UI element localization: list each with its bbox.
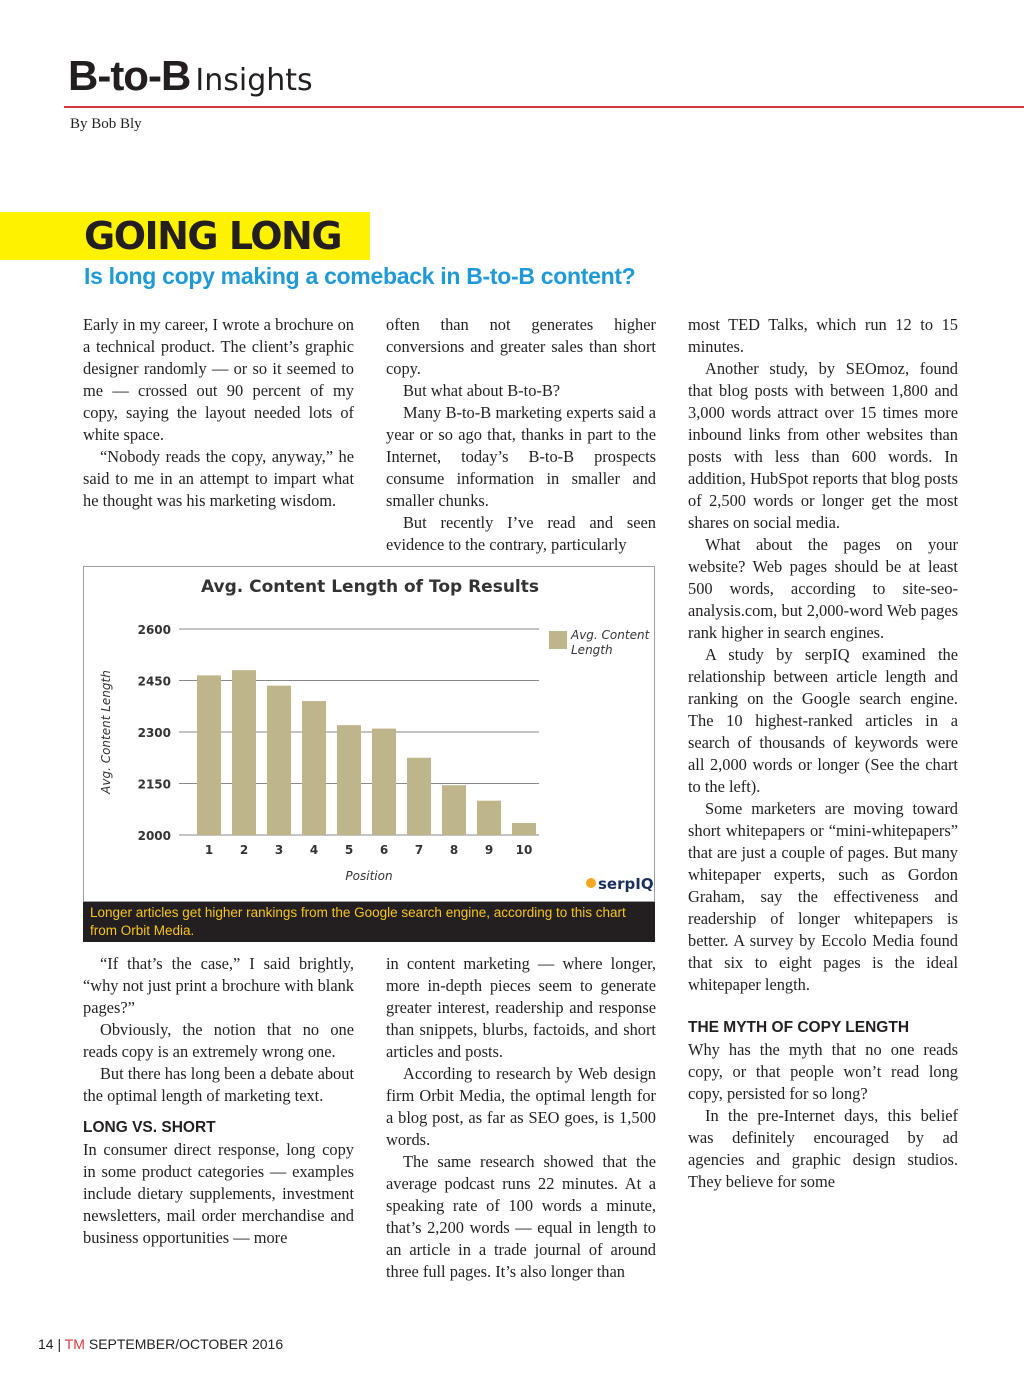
paragraph: Early in my career, I wrote a brochure on a technical product. The client’s graphic designer randomly — or so it seemed to me — crossed out 90 percent of my copy, saying the layout needed lots of white space. — [83, 315, 354, 444]
x-tick-label: 9 — [484, 843, 494, 857]
bar — [197, 675, 221, 835]
paragraph: Many B-to-B marketing experts said a year or so ago that, thanks in part to the Internet, today’s B-to-B prospects consume information in smaller and smaller chunks. — [386, 403, 656, 510]
section-title-light: Insights — [195, 63, 313, 98]
paragraph: A study by serpIQ examined the relationship between article length and ranking on the Google search engine. The 10 highest-ranked articles in a search of thousands of keywords were all 2,000 words or longer (See the chart to the left). — [688, 645, 958, 796]
chart — [83, 566, 655, 902]
byline: By Bob Bly — [70, 116, 142, 132]
paragraph: most TED Talks, which run 12 to 15 minutes. — [688, 315, 958, 356]
headline: GOING LONG — [84, 214, 342, 258]
paragraph: “Nobody reads the copy, anyway,” he said to me in an attempt to impart what he thought was his marketing wisdom. — [83, 447, 354, 510]
x-axis-label: Position — [345, 869, 393, 883]
x-tick-label: 5 — [344, 843, 354, 857]
paragraph: Obviously, the notion that no one reads copy is an extremely wrong one. — [83, 1020, 354, 1061]
paragraph: Some marketers are moving toward short whitepapers or “mini-whitepapers” that are just a couple of pages. But many whitepaper experts, such as Gordon Graham, say the effectiveness and readership of longer whitepapers is better. A survey by Eccolo Media found that six to eight pages is the ideal whitepaper length. — [688, 799, 958, 994]
y-tick-label: 2600 — [137, 623, 171, 637]
bar — [302, 701, 326, 835]
paragraph: But recently I’ve read and seen evidence to the contrary, particularly — [386, 513, 656, 554]
paragraph: In the pre-Internet days, this belief was definitely encouraged by ad agencies and graphic design studios. They believe for some — [688, 1106, 958, 1191]
x-tick-label: 1 — [204, 843, 214, 857]
bar — [477, 801, 501, 835]
section-heading: THE MYTH OF COPY LENGTH — [688, 1019, 910, 1036]
x-tick-label: 10 — [515, 843, 533, 857]
section-title — [68, 52, 313, 100]
x-tick-label: 4 — [309, 843, 319, 857]
paragraph: The same research showed that the average podcast runs 22 minutes. At a speaking rate of 100 words a minute, that’s 2,200 words — equal in length to an article in a trade journal of around three full pages. It’s also longer than — [386, 1152, 656, 1281]
legend-label: Avg. Content Length — [571, 628, 650, 657]
y-tick-label: 2300 — [137, 726, 171, 740]
serpiq-logo-mark — [586, 878, 596, 888]
subhead: Is long copy making a comeback in B-to-B content? — [84, 263, 636, 289]
section-title-strong: B-to-B — [68, 52, 191, 99]
footer-separator: | — [57, 1336, 62, 1352]
x-tick-label: 3 — [274, 843, 284, 857]
paragraph: often than not generates higher conversions and greater sales than short copy. — [386, 315, 656, 378]
y-tick-label: 2150 — [137, 777, 171, 792]
column-3 — [688, 314, 958, 1193]
y-tick-label: 2450 — [137, 674, 171, 689]
paragraph: In consumer direct response, long copy in some product categories — examples include dietary supplements, investment newsletters, mail order merchandise and business opportunities — more — [83, 1140, 354, 1247]
chart-canvas — [84, 567, 656, 903]
legend-swatch — [549, 631, 567, 649]
paragraph: in content marketing — where longer, more in-depth pieces seem to generate greater interest, readership and response than snippets, blurbs, factoids, and short articles and posts. — [386, 954, 656, 1061]
paragraph: What about the pages on your website? Web pages should be at least 500 words, according to site-seo-analysis.com, but 2,000-word Web pages rank higher in search engines. — [688, 535, 958, 642]
paragraph: According to research by Web design firm Orbit Media, the optimal length for a blog post, as far as SEO goes, is 1,500 words. — [386, 1064, 656, 1149]
bar — [407, 758, 431, 835]
column-1-bottom — [83, 953, 354, 1249]
column-1-top — [83, 314, 354, 512]
bar — [337, 725, 361, 835]
x-tick-label: 7 — [414, 843, 424, 857]
y-tick-label: 2000 — [137, 829, 171, 843]
chart-caption: Longer articles get higher rankings from the Google search engine, according to this chart from Orbit Media. — [90, 905, 626, 938]
serpiq-logo: serpIQ — [598, 875, 654, 893]
column-2-bottom — [386, 953, 656, 1283]
column-2-top — [386, 314, 656, 556]
chart-title: Avg. Content Length of Top Results — [200, 577, 540, 597]
y-axis-label: Avg. Content Length — [99, 670, 113, 794]
header-rule — [64, 106, 1024, 108]
page-number: 14 — [38, 1336, 54, 1352]
paragraph: “If that’s the case,” I said brightly, “why not just print a brochure with blank pages?” — [83, 954, 354, 1017]
paragraph: But what about B-to-B? — [403, 381, 561, 400]
paragraph: Why has the myth that no one reads copy, or that people won’t read long copy, persisted for so long? — [688, 1040, 958, 1103]
paragraph: Another study, by SEOmoz, found that blog posts with between 1,800 and 3,000 words attract over 15 times more inbound links from other websites than posts with less than 600 words. In addition, HubSpot reports that blog posts of 2,500 words or longer get the most shares on social media. — [688, 359, 958, 532]
bar — [267, 686, 291, 835]
chart-caption-bar — [83, 902, 655, 942]
bar — [442, 785, 466, 835]
publication-brand: TM — [64, 1336, 85, 1352]
section-heading: LONG VS. SHORT — [83, 1119, 216, 1136]
paragraph: But there has long been a debate about the optimal length of marketing text. — [83, 1064, 354, 1105]
bar — [372, 729, 396, 835]
x-tick-label: 6 — [379, 843, 389, 857]
issue-date: SEPTEMBER/OCTOBER 2016 — [88, 1336, 284, 1352]
bar — [512, 823, 536, 835]
bar — [232, 670, 256, 835]
x-tick-label: 2 — [239, 843, 249, 857]
x-tick-label: 8 — [449, 843, 459, 857]
page-footer — [38, 1336, 283, 1352]
